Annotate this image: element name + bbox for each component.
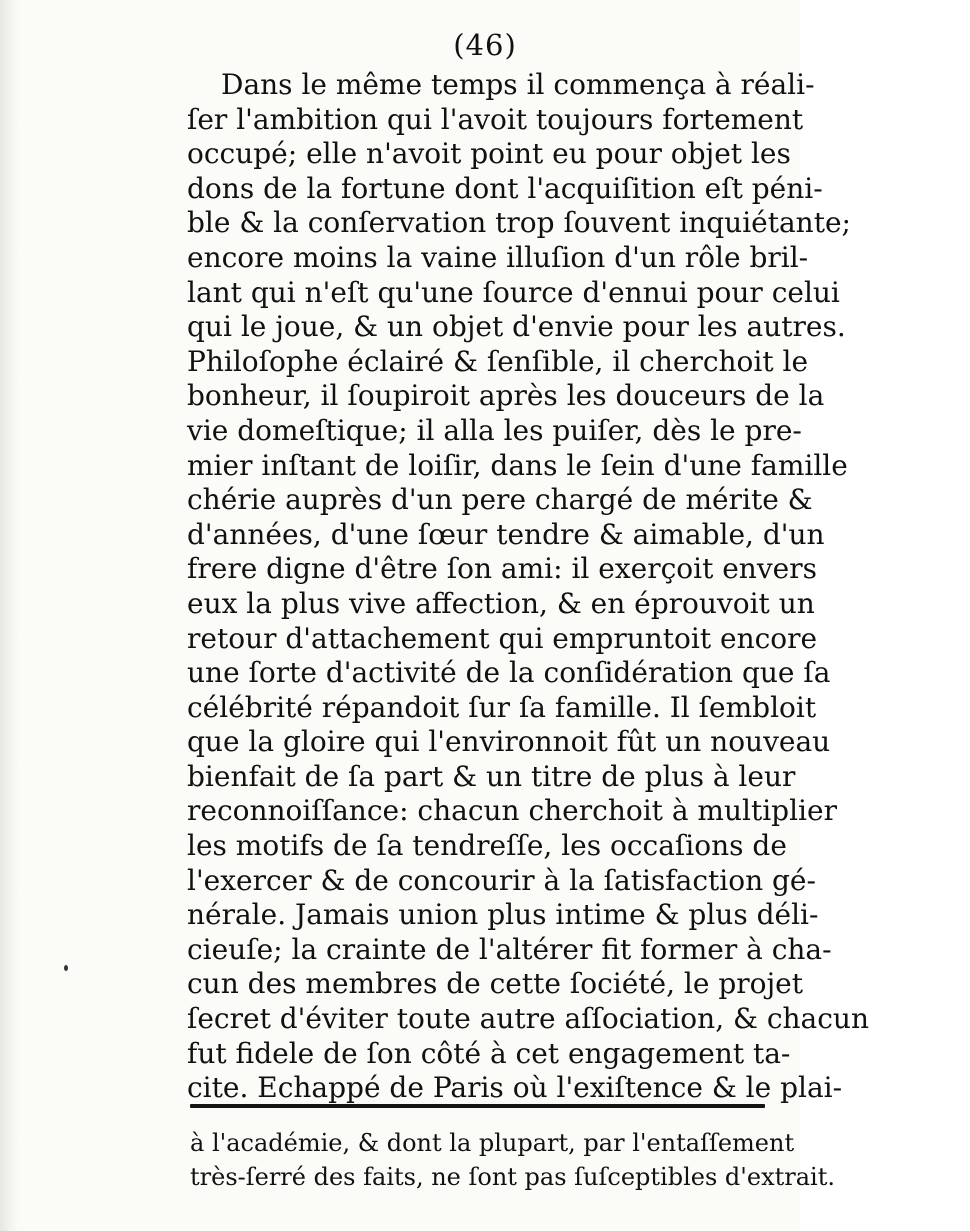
footnote-line: très-ſerré des faits, ne ſont pas ſuſceptibles d'extrait. (190, 1163, 835, 1191)
page-gutter-shadow (0, 0, 18, 1231)
text-line: que la gloire qui l'environnoit fût un nouveau (187, 725, 831, 759)
text-line: ſecret d'éviter toute autre aſſociation, & chacun (187, 1002, 869, 1036)
body-text (187, 68, 869, 1106)
text-line: chérie auprès d'un pere chargé de mérite & (187, 483, 813, 517)
text-line: Dans le même temps il commença à réali- (221, 68, 815, 101)
text-line: cun des membres de cette ſociété, le projet (187, 967, 803, 1001)
text-line: célébrité répandoit ſur ſa famille. Il ſembloit (187, 690, 817, 724)
text-line: reconnoiſſance: chacun cherchoit à multiplier (187, 794, 837, 828)
text-line: frere digne d'être ſon ami: il exerçoit envers (187, 552, 817, 586)
text-line: occupé; elle n'avoit point eu pour objet les (187, 137, 791, 171)
text-line: une ſorte d'activité de la conſidération que ſa (187, 656, 831, 690)
text-line: qui le joue, & un objet d'envie pour les autres. (187, 310, 846, 344)
footnote (190, 1126, 835, 1194)
text-line: d'années, d'une ſœur tendre & aimable, d'un (187, 517, 825, 551)
text-line: mier inſtant de loiſir, dans le ſein d'une famille (187, 448, 848, 482)
text-line: vie domeſtique; il alla les puiſer, dès le pre- (187, 413, 802, 447)
footnote-line: à l'académie, & dont la plupart, par l'entaſſement (190, 1129, 795, 1157)
text-line: dons de la fortune dont l'acquiſition eſt péni- (187, 171, 823, 205)
ink-speck (64, 965, 68, 971)
footnote-separator (190, 1104, 765, 1108)
text-line: Philoſophe éclairé & ſenſible, il cherchoit le (187, 344, 809, 378)
text-line: bonheur, il ſoupiroit après les douceurs de la (187, 379, 825, 413)
text-line: l'exercer & de concourir à la ſatisfaction gé- (187, 863, 816, 897)
text-line: fut fidele de ſon côté à cet engagement ta- (187, 1036, 791, 1070)
separator-rule (190, 1104, 765, 1108)
text-line: les motifs de ſa tendreſſe, les occaſions de (187, 829, 787, 863)
text-line: nérale. Jamais union plus intime & plus déli- (187, 898, 819, 932)
text-line: encore moins la vaine illuſion d'un rôle bril- (187, 240, 809, 274)
text-line: cieuſe; la crainte de l'altérer fit former à cha- (187, 932, 832, 966)
text-line: ble & la conſervation trop ſouvent inquiétante; (187, 206, 851, 240)
text-line: retour d'attachement qui empruntoit encore (187, 621, 818, 655)
text-line: cite. Echappé de Paris où l'exiſtence & le plai- (187, 1071, 843, 1105)
text-line: lant qui n'eſt qu'une ſource d'ennui pour celui (187, 275, 840, 309)
text-line: eux la plus vive affection, & en éprouvoit un (187, 586, 815, 620)
text-line: ſer l'ambition qui l'avoit toujours fortement (187, 102, 804, 136)
page-number: (46) (453, 28, 517, 62)
text-line: bienfait de ſa part & un titre de plus à leur (187, 759, 796, 793)
